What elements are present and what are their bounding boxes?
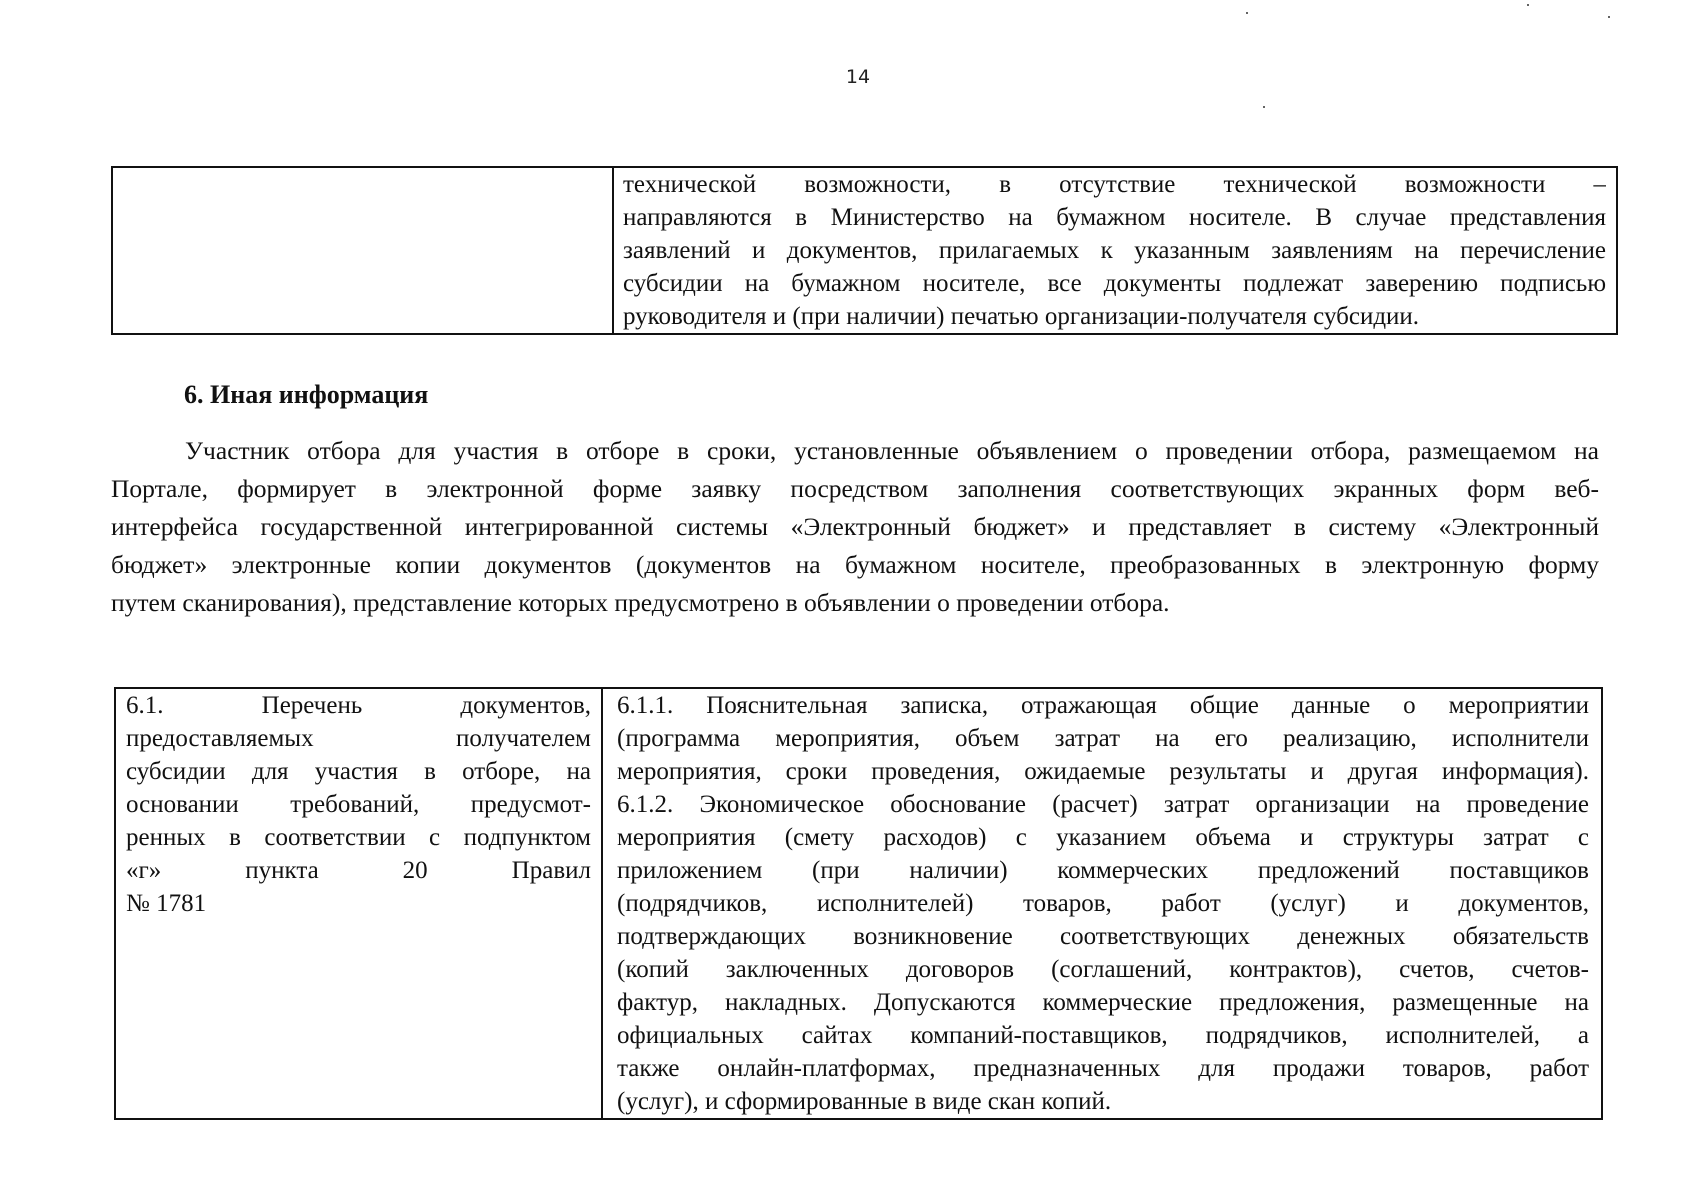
page-number: 14 (845, 66, 871, 88)
text-line: руководителя и (при наличии) печатью организации-получателя субсидии. (623, 303, 1420, 330)
scan-speck (1608, 16, 1610, 18)
text-line: «г» пункта 20 Правил (126, 857, 591, 884)
table-cell-requirement (115, 688, 602, 1119)
scan-speck (1246, 12, 1248, 14)
text-line: мероприятия, сроки проведения, ожидаемые результаты и другая информация). (617, 758, 1589, 785)
text-line: 6.1.2. Экономическое обоснование (расчет) затрат организации на проведение (617, 791, 1589, 818)
section-heading: 6. Иная информация (184, 380, 429, 409)
text-line: (подрядчиков, исполнителей) товаров, работ (услуг) и документов, (617, 890, 1589, 917)
paragraph-line: бюджет» электронные копии документов (документов на бумажном носителе, преобразованных в электронную форму (111, 550, 1599, 579)
text-line: подтверждающих возникновение соответствующих денежных обязательств (617, 923, 1589, 950)
text-line: основании требований, предусмот- (126, 791, 591, 818)
text-line: № 1781 (126, 890, 207, 917)
text-line: приложением (при наличии) коммерческих предложений поставщиков (617, 857, 1589, 884)
scan-speck (1263, 106, 1265, 108)
table-cell-empty (112, 167, 613, 334)
documents-table (114, 687, 1603, 1120)
text-line: официальных сайтах компаний-поставщиков, подрядчиков, исполнителей, а (617, 1022, 1589, 1049)
text-line: также онлайн-платформах, предназначенных для продажи товаров, работ (617, 1055, 1589, 1082)
paragraph-line: Портале, формирует в электронной форме заявку посредством заполнения соответствующих экранных форм веб- (111, 474, 1599, 503)
text-line: (услуг), и сформированные в виде скан копий. (617, 1088, 1112, 1115)
paragraph-line: интерфейса государственной интегрированной системы «Электронный бюджет» и представляет в систему «Электронный (111, 512, 1599, 541)
scan-speck (1527, 4, 1529, 6)
text-line: субсидии на бумажном носителе, все документы подлежат заверению подписью (623, 270, 1606, 297)
text-line: 6.1. Перечень документов, (126, 692, 591, 719)
paragraph-line: Участник отбора для участия в отборе в сроки, установленные объявлением о проведении отбора, размещаемом на (185, 436, 1599, 465)
table-row (112, 167, 1617, 334)
text-line: ренных в соответствии с подпунктом (126, 824, 591, 851)
text-line: (программа мероприятия, объем затрат на его реализацию, исполнители (617, 725, 1589, 752)
text-line: предоставляемых получателем (126, 725, 591, 752)
continuation-table (111, 166, 1618, 335)
text-line: направляются в Министерство на бумажном носителе. В случае представления (623, 204, 1606, 231)
paragraph-line: путем сканирования), представление которых предусмотрено в объявлении о проведении отбора. (111, 588, 1170, 617)
text-line: субсидии для участия в отборе, на (126, 758, 591, 785)
text-line: мероприятия (смету расходов) с указанием объема и структуры затрат с (617, 824, 1589, 851)
table-row (115, 688, 1602, 1119)
text-line: технической возможности, в отсутствие технической возможности – (623, 171, 1606, 198)
table-cell-text (613, 167, 1617, 334)
text-line: заявлений и документов, прилагаемых к указанным заявлениям на перечисление (623, 237, 1606, 264)
table-cell-documents (602, 688, 1602, 1119)
section-paragraph (111, 432, 1599, 622)
text-line: 6.1.1. Пояснительная записка, отражающая общие данные о мероприятии (617, 692, 1589, 719)
text-line: фактур, накладных. Допускаются коммерческие предложения, размещенные на (617, 989, 1589, 1016)
text-line: (копий заключенных договоров (соглашений, контрактов), счетов, счетов- (617, 956, 1589, 983)
